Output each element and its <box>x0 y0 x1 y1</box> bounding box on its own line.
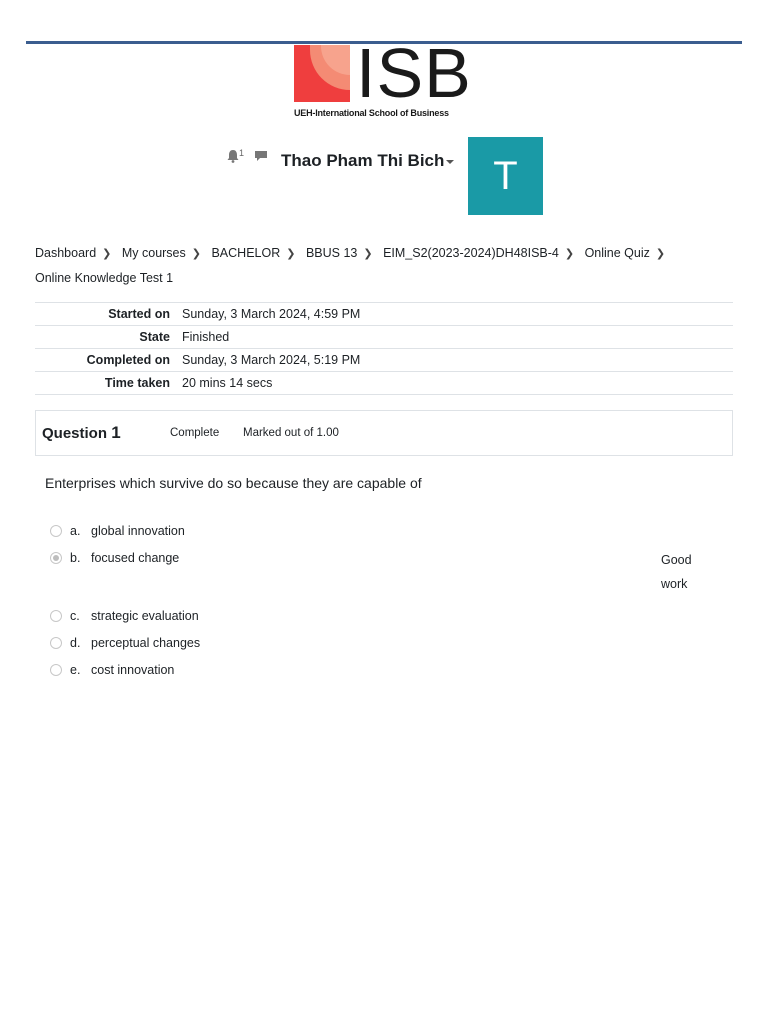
answer-letter: a. <box>70 524 81 538</box>
answer-text: perceptual changes <box>91 636 201 650</box>
summary-value: Sunday, 3 March 2024, 5:19 PM <box>182 353 361 367</box>
question-grade: Marked out of 1.00 <box>243 427 339 439</box>
logo-text: ISB <box>356 34 472 112</box>
summary-label: Completed on <box>86 353 170 367</box>
answer-text: cost innovation <box>91 663 175 677</box>
answer-radio[interactable] <box>50 610 62 622</box>
answer-radio[interactable] <box>50 664 62 676</box>
summary-value: Finished <box>182 330 230 344</box>
answer-radio[interactable] <box>50 637 62 649</box>
summary-label: Time taken <box>104 376 170 390</box>
avatar[interactable]: T <box>468 137 543 215</box>
breadcrumb-item[interactable]: My courses <box>121 246 186 260</box>
answer-letter: b. <box>70 551 81 565</box>
question-text: Enterprises which survive do so because they are capable of <box>45 475 422 491</box>
logo-subtitle: UEH-International School of Business <box>294 108 449 118</box>
answer-radio[interactable] <box>50 552 62 564</box>
breadcrumb-item[interactable]: Dashboard <box>35 246 97 260</box>
answer-letter: d. <box>70 636 81 650</box>
summary-label: State <box>139 330 170 344</box>
question-title <box>42 423 121 443</box>
chevron-right-icon: ❯ <box>363 248 373 260</box>
answer-text: global innovation <box>91 524 185 538</box>
question-title-prefix: Question <box>42 425 108 442</box>
chevron-right-icon: ❯ <box>191 248 201 260</box>
summary-value: Sunday, 3 March 2024, 4:59 PM <box>182 307 361 321</box>
answer-letter: c. <box>70 609 80 623</box>
chevron-right-icon: ❯ <box>655 248 666 260</box>
summary-row <box>35 326 733 349</box>
summary-value: 20 mins 14 secs <box>182 376 273 390</box>
answer-radio[interactable] <box>50 525 62 537</box>
summary-row <box>35 303 733 326</box>
isb-logo[interactable] <box>294 34 494 121</box>
user-bar <box>224 137 544 217</box>
summary-row <box>35 349 733 372</box>
breadcrumb-item[interactable]: BACHELOR <box>211 246 281 260</box>
question-number: 1 <box>111 423 121 442</box>
notification-count: 1 <box>239 148 245 158</box>
summary-row <box>35 372 733 395</box>
question-feedback: Good work <box>661 553 692 591</box>
summary-label: Started on <box>108 307 170 321</box>
answer-text: strategic evaluation <box>91 609 199 623</box>
chevron-right-icon: ❯ <box>286 248 296 260</box>
answer-text: focused change <box>91 551 180 565</box>
breadcrumb-item[interactable]: Online Knowledge Test 1 <box>35 271 174 285</box>
breadcrumb-item[interactable]: Online Quiz <box>584 246 650 260</box>
question-state: Complete <box>170 427 220 439</box>
logo-mark-icon <box>294 45 350 102</box>
breadcrumb-item[interactable]: BBUS 13 <box>305 246 358 260</box>
breadcrumb-item[interactable]: EIM_S2(2023-2024)DH48ISB-4 <box>383 246 559 260</box>
question-info <box>35 410 733 456</box>
quiz-summary-table <box>35 302 733 395</box>
chat-icon[interactable] <box>254 150 268 162</box>
breadcrumb <box>35 241 735 290</box>
bell-icon[interactable] <box>226 149 240 163</box>
chevron-right-icon: ❯ <box>564 248 575 260</box>
user-name[interactable]: Thao Pham Thi Bich <box>281 151 445 170</box>
answer-letter: e. <box>70 663 81 677</box>
chevron-right-icon: ❯ <box>102 248 112 260</box>
caret-down-icon[interactable] <box>446 160 454 164</box>
